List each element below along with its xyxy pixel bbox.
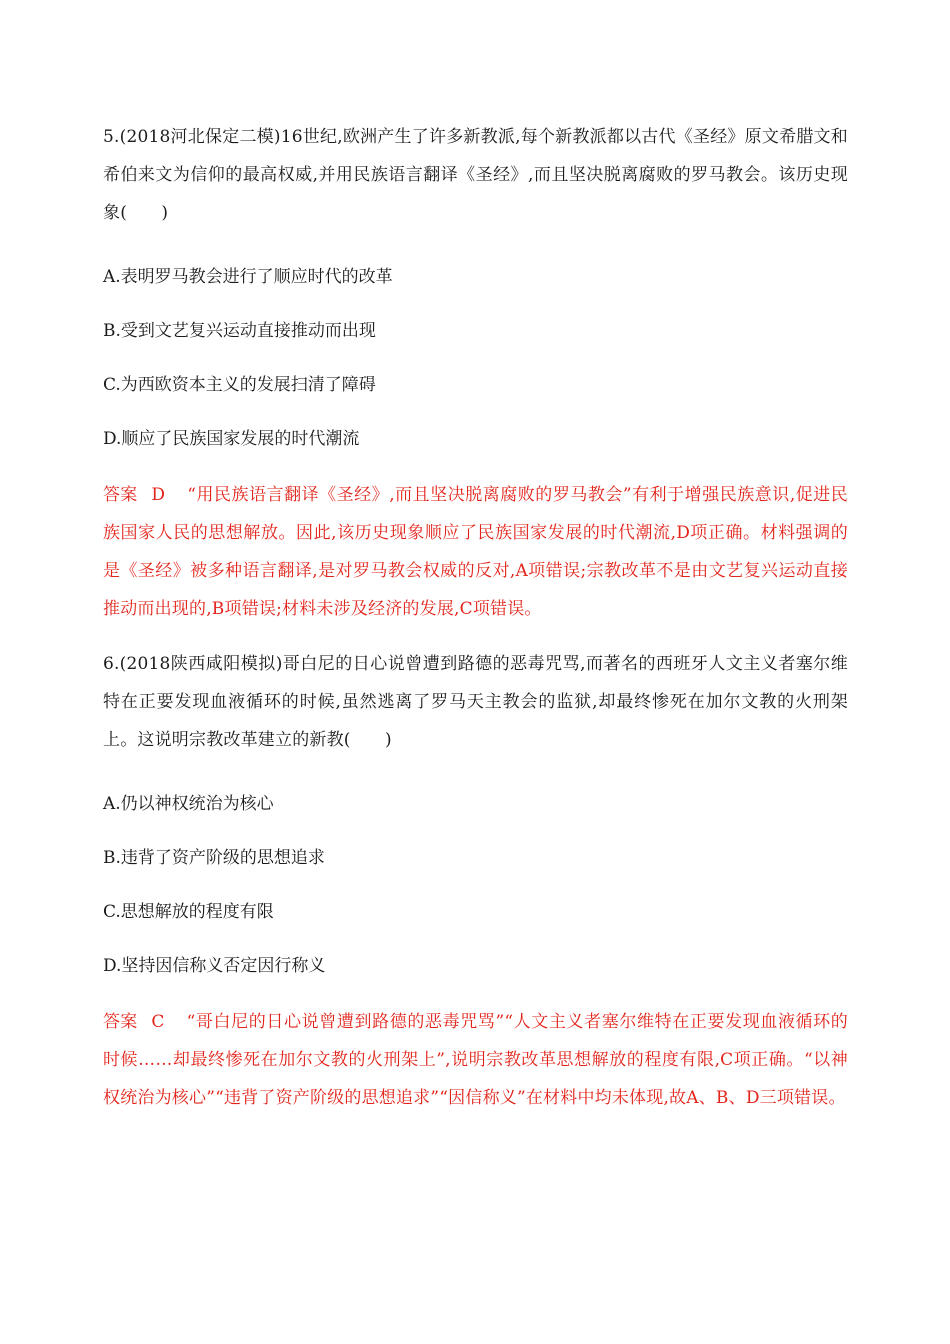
question-6 bbox=[103, 645, 848, 1117]
answer-key: C bbox=[151, 1012, 165, 1032]
answer-explanation: “哥白尼的日心说曾遭到路德的恶毒咒骂”“人文主义者塞尔维特在正要发现血液循环的时候……却最终惨死在加尔文教的火刑架上”,说明宗教改革思想解放的程度有限,C项正确。“以神权统治为核心”“违背了资产阶级的思想追求”“因信称义”在材料中均未体现,故A、B、D三项错误。 bbox=[103, 1012, 848, 1108]
answer-block bbox=[103, 476, 848, 628]
question-stem: 6.(2018陕西咸阳模拟)哥白尼的日心说曾遭到路德的恶毒咒骂,而著名的西班牙人文主义者塞尔维特在正要发现血液循环的时候,虽然逃离了罗马天主教会的监狱,却最终惨死在加尔文教的火刑架上。这说明宗教改革建立的新教( ) bbox=[103, 654, 848, 750]
question-5 bbox=[103, 118, 848, 628]
option-b: B.违背了资产阶级的思想追求 bbox=[103, 848, 325, 868]
option-a: A.表明罗马教会进行了顺应时代的改革 bbox=[103, 267, 393, 287]
option-a: A.仍以神权统治为核心 bbox=[103, 794, 274, 814]
question-stem: 5.(2018河北保定二模)16世纪,欧洲产生了许多新教派,每个新教派都以古代《圣经》原文希腊文和希伯来文为信仰的最高权威,并用民族语言翻译《圣经》,而且坚决脱离腐败的罗马教会。该历史现象( ) bbox=[103, 127, 848, 223]
option-d: D.顺应了民族国家发展的时代潮流 bbox=[103, 429, 360, 449]
answer-label: 答案 bbox=[103, 1012, 138, 1032]
option-b: B.受到文艺复兴运动直接推动而出现 bbox=[103, 321, 376, 341]
option-c: C.为西欧资本主义的发展扫清了障碍 bbox=[103, 375, 376, 395]
option-d: D.坚持因信称义否定因行称义 bbox=[103, 956, 326, 976]
answer-block bbox=[103, 1003, 848, 1117]
answer-explanation: “用民族语言翻译《圣经》,而且坚决脱离腐败的罗马教会”有利于增强民族意识,促进民族国家人民的思想解放。因此,该历史现象顺应了民族国家发展的时代潮流,D项正确。材料强调的是《圣经》被多种语言翻译,是对罗马教会权威的反对,A项错误;宗教改革不是由文艺复兴运动直接推动而出现的,B项错误;材料未涉及经济的发展,C项错误。 bbox=[103, 485, 848, 619]
answer-label: 答案 bbox=[103, 485, 138, 505]
option-c: C.思想解放的程度有限 bbox=[103, 902, 274, 922]
answer-key: D bbox=[151, 485, 166, 505]
